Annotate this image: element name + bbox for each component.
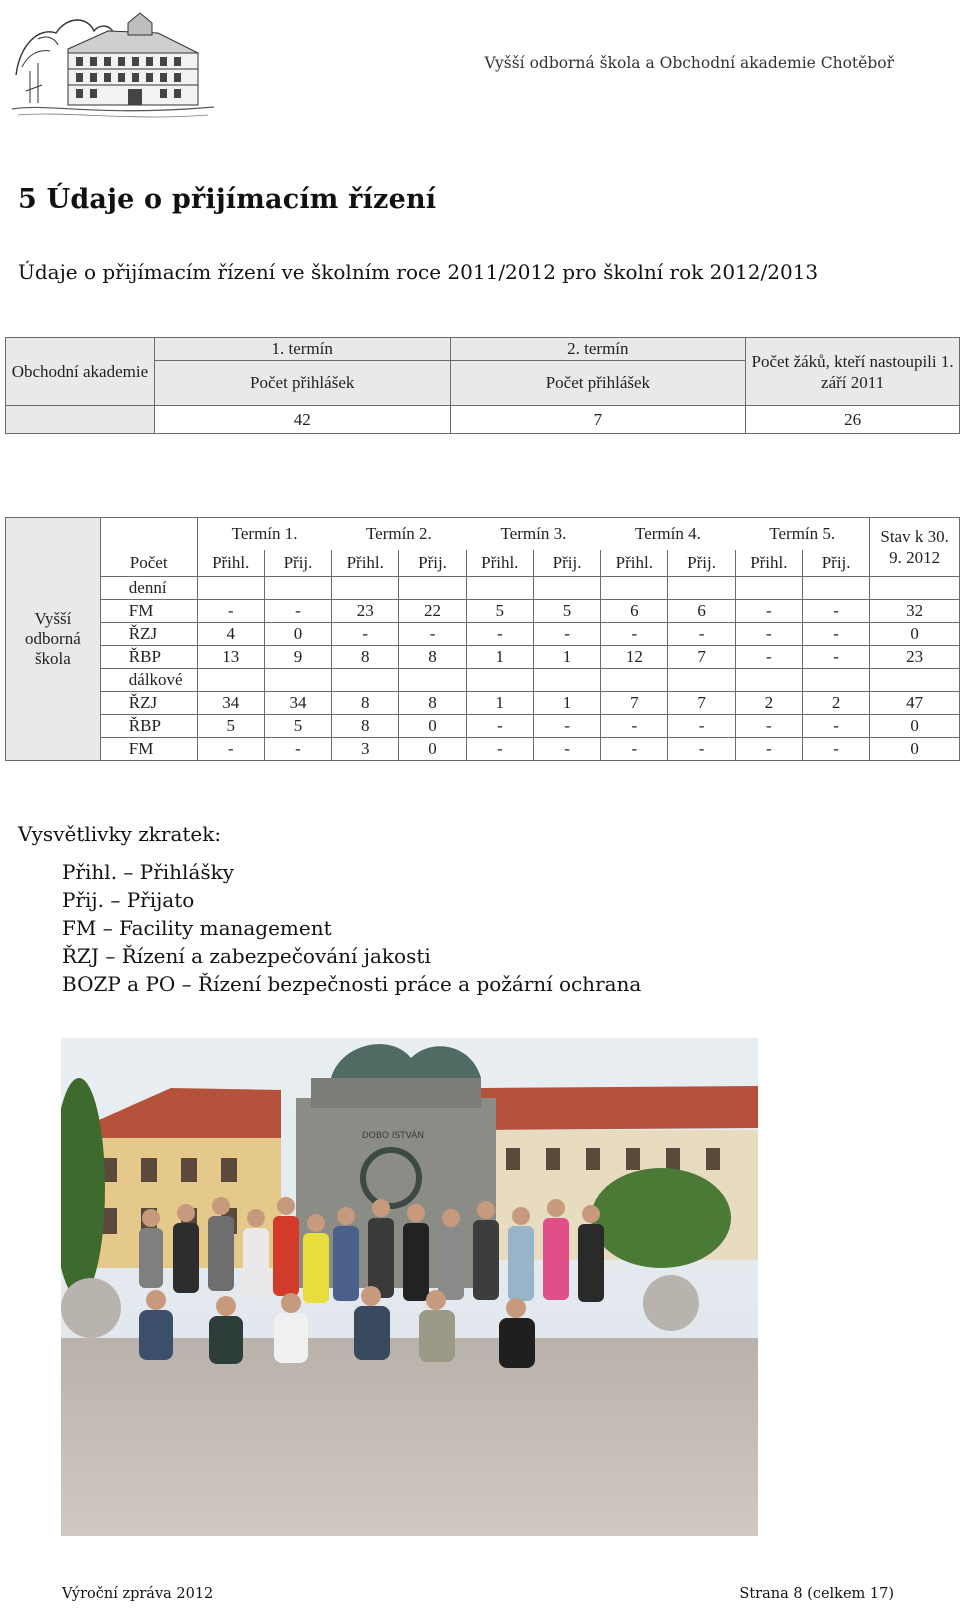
table-cell: 1 — [466, 692, 533, 715]
sub-header: Přij. — [264, 550, 331, 577]
table-cell: 0 — [870, 623, 960, 646]
table-cell: - — [735, 600, 802, 623]
table-cell: - — [735, 738, 802, 761]
table-cell: 0 — [264, 623, 331, 646]
table-cell: 1 — [533, 646, 600, 669]
table-cell: 0 — [870, 738, 960, 761]
table-cell: - — [466, 715, 533, 738]
applications1-header: Počet přihlášek — [154, 361, 450, 406]
table-cell: 8 — [332, 692, 399, 715]
sub-header: Přihl. — [197, 550, 264, 577]
value-term2: 7 — [450, 406, 746, 434]
table-cell: 34 — [197, 692, 264, 715]
row-label: ŘBP — [100, 646, 197, 669]
legend-item: Přij. – Přijato — [62, 888, 195, 912]
table-cell: - — [601, 715, 668, 738]
term-header-4: Termín 4. — [601, 518, 736, 550]
table-cell: 4 — [197, 623, 264, 646]
footer-report-title: Výroční zpráva 2012 — [62, 1586, 214, 1602]
table-cell: - — [264, 738, 331, 761]
table-cell: 34 — [264, 692, 331, 715]
table-cell: 5 — [533, 600, 600, 623]
enrolled-header: Počet žáků, kteří nastoupili 1. září 2011 — [746, 338, 960, 406]
table-cell: 0 — [870, 715, 960, 738]
row-label: ŘZJ — [100, 623, 197, 646]
table-cell: - — [466, 623, 533, 646]
section-subtitle: Údaje o přijímacím řízení ve školním roce 2011/2012 pro školní rok 2012/2013 — [18, 260, 819, 284]
admission-table-vos — [5, 517, 960, 761]
table-cell: - — [668, 623, 735, 646]
legend-list — [62, 858, 641, 998]
school-logo — [8, 5, 218, 123]
table-cell: 9 — [264, 646, 331, 669]
table-cell: 6 — [601, 600, 668, 623]
table-cell: 5 — [466, 600, 533, 623]
chapter-title: 5 Údaje o přijímacím řízení — [18, 184, 437, 215]
table-row — [6, 600, 960, 623]
term-header-2: Termín 2. — [332, 518, 467, 550]
state-header: Stav k 30. 9. 2012 — [870, 518, 960, 577]
legend-item: BOZP a PO – Řízení bezpečnosti práce a požární ochrana — [62, 972, 642, 996]
legend-heading: Vysvětlivky zkratek: — [18, 822, 222, 846]
table-cell: - — [533, 738, 600, 761]
row-label: ŘZJ — [100, 692, 197, 715]
applications2-header: Počet přihlášek — [450, 361, 746, 406]
table-row — [6, 738, 960, 761]
table-cell: - — [668, 738, 735, 761]
table-cell: 8 — [399, 692, 466, 715]
sub-header: Přihl. — [601, 550, 668, 577]
table-cell: 22 — [399, 600, 466, 623]
table-row — [6, 715, 960, 738]
term-header-1: Termín 1. — [197, 518, 332, 550]
table-cell: 1 — [466, 646, 533, 669]
sub-header: Přij. — [668, 550, 735, 577]
table-cell: - — [735, 715, 802, 738]
table-cell: 32 — [870, 600, 960, 623]
table-cell: 5 — [264, 715, 331, 738]
section-distance: dálkové — [100, 669, 197, 692]
table-cell: - — [399, 623, 466, 646]
term2-header: 2. termín — [450, 338, 746, 361]
row-label: FM — [100, 600, 197, 623]
legend-item: FM – Facility management — [62, 916, 332, 940]
table-cell: - — [332, 623, 399, 646]
row-label: FM — [100, 738, 197, 761]
table-cell: 8 — [399, 646, 466, 669]
table-cell: - — [533, 715, 600, 738]
table-cell: 1 — [533, 692, 600, 715]
side-label-vos: Vyšší odborná škola — [6, 518, 101, 761]
row-label: ŘBP — [100, 715, 197, 738]
legend-item: Přihl. – Přihlášky — [62, 860, 235, 884]
term1-header: 1. termín — [154, 338, 450, 361]
table-row — [6, 692, 960, 715]
row-label-oa: Obchodní akademie — [6, 338, 155, 406]
sub-header: Přij. — [802, 550, 869, 577]
monument-inscription: DOBO ISTVÁN — [361, 1131, 425, 1141]
table-cell: 12 — [601, 646, 668, 669]
legend-item: ŘZJ – Řízení a zabezpečování jakosti — [62, 944, 431, 968]
sub-header: Přihl. — [466, 550, 533, 577]
group-photo — [61, 1038, 758, 1536]
table-cell: 8 — [332, 715, 399, 738]
table-cell: 3 — [332, 738, 399, 761]
table-cell: - — [802, 738, 869, 761]
table-cell: 7 — [668, 692, 735, 715]
table-cell: - — [802, 646, 869, 669]
table-cell: - — [197, 738, 264, 761]
table-cell: 6 — [668, 600, 735, 623]
table-cell-blank — [100, 518, 197, 550]
table-cell: - — [802, 715, 869, 738]
table-cell: 8 — [332, 646, 399, 669]
table-cell: 0 — [399, 715, 466, 738]
table-cell: 47 — [870, 692, 960, 715]
count-label: Počet — [100, 550, 197, 577]
table-cell: - — [264, 600, 331, 623]
table-cell: - — [802, 623, 869, 646]
table-cell: - — [197, 600, 264, 623]
table-cell: 0 — [399, 738, 466, 761]
sub-header: Přihl. — [332, 550, 399, 577]
table-cell: - — [533, 623, 600, 646]
table-cell: 7 — [601, 692, 668, 715]
sub-header: Přij. — [533, 550, 600, 577]
table-cell: 23 — [870, 646, 960, 669]
table-cell: - — [601, 623, 668, 646]
value-enrolled: 26 — [746, 406, 960, 434]
table-row — [6, 623, 960, 646]
table-row — [6, 646, 960, 669]
term-header-3: Termín 3. — [466, 518, 601, 550]
value-term1: 42 — [154, 406, 450, 434]
table-cell: 5 — [197, 715, 264, 738]
table-cell: 13 — [197, 646, 264, 669]
table-cell: 2 — [802, 692, 869, 715]
table-cell: - — [735, 646, 802, 669]
table-cell: 23 — [332, 600, 399, 623]
table-cell: - — [668, 715, 735, 738]
table-cell: - — [735, 623, 802, 646]
section-daily: denní — [100, 577, 197, 600]
sub-header: Přij. — [399, 550, 466, 577]
table-cell: 7 — [668, 646, 735, 669]
table-cell: 2 — [735, 692, 802, 715]
sub-header: Přihl. — [735, 550, 802, 577]
table-cell: - — [601, 738, 668, 761]
table-cell-blank — [6, 406, 155, 434]
admission-table-oa — [5, 337, 960, 434]
table-cell: - — [466, 738, 533, 761]
school-name: Vyšší odborná škola a Obchodní akademie Chotěboř — [484, 54, 894, 72]
term-header-5: Termín 5. — [735, 518, 870, 550]
footer-page-number: Strana 8 (celkem 17) — [739, 1586, 894, 1602]
table-cell: - — [802, 600, 869, 623]
